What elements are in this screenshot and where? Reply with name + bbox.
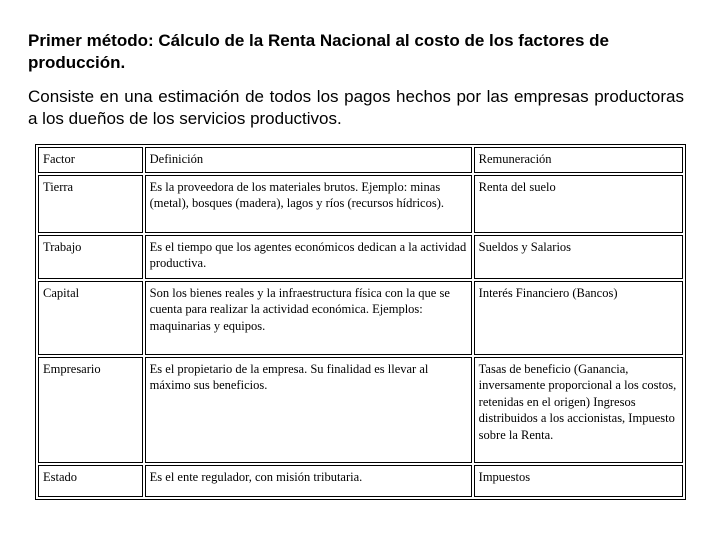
cell-factor: Capital — [38, 281, 143, 355]
cell-definicion: Es el tiempo que los agentes económicos dedican a la actividad productiva. — [145, 235, 472, 279]
cell-remuneracion: Tasas de beneficio (Ganancia, inversamente proporcional a los costos, retenidas en el origen) Ingresos distribuidos a los accionistas, Impuesto sobre la Renta. — [474, 357, 683, 463]
cell-definicion: Es el ente regulador, con misión tributaria. — [145, 465, 472, 497]
header-factor: Factor — [38, 147, 143, 173]
cell-factor: Estado — [38, 465, 143, 497]
cell-definicion: Son los bienes reales y la infraestructura física con la que se cuenta para realizar la actividad económica. Ejemplos: maquinarias y equipos. — [145, 281, 472, 355]
table-row — [38, 235, 683, 279]
intro-paragraph: Consiste en una estimación de todos los pagos hechos por las empresas productoras a los dueños de los servicios productivos. — [28, 87, 684, 128]
cell-factor: Trabajo — [38, 235, 143, 279]
table-header-row — [38, 147, 683, 173]
cell-remuneracion: Interés Financiero (Bancos) — [474, 281, 683, 355]
title-line-1: Primer método: Cálculo de la Renta Nacional al costo de los factores de — [28, 31, 609, 50]
cell-remuneracion: Renta del suelo — [474, 175, 683, 233]
cell-remuneracion: Sueldos y Salarios — [474, 235, 683, 279]
cell-remuneracion: Impuestos — [474, 465, 683, 497]
header-definicion: Definición — [145, 147, 472, 173]
cell-factor: Tierra — [38, 175, 143, 233]
table-row — [38, 357, 683, 463]
cell-definicion: Es el propietario de la empresa. Su finalidad es llevar al máximo sus beneficios. — [145, 357, 472, 463]
cell-factor: Empresario — [38, 357, 143, 463]
table-row — [38, 281, 683, 355]
cell-definicion: Es la proveedora de los materiales brutos. Ejemplo: minas (metal), bosques (madera), lagos y ríos (recursos hídricos). — [145, 175, 472, 233]
table-row — [38, 465, 683, 497]
title-line-2: producción. — [28, 53, 126, 72]
table-row — [38, 175, 683, 233]
header-remuneracion: Remuneración — [474, 147, 683, 173]
factors-table — [35, 144, 686, 500]
page-title — [28, 30, 668, 74]
